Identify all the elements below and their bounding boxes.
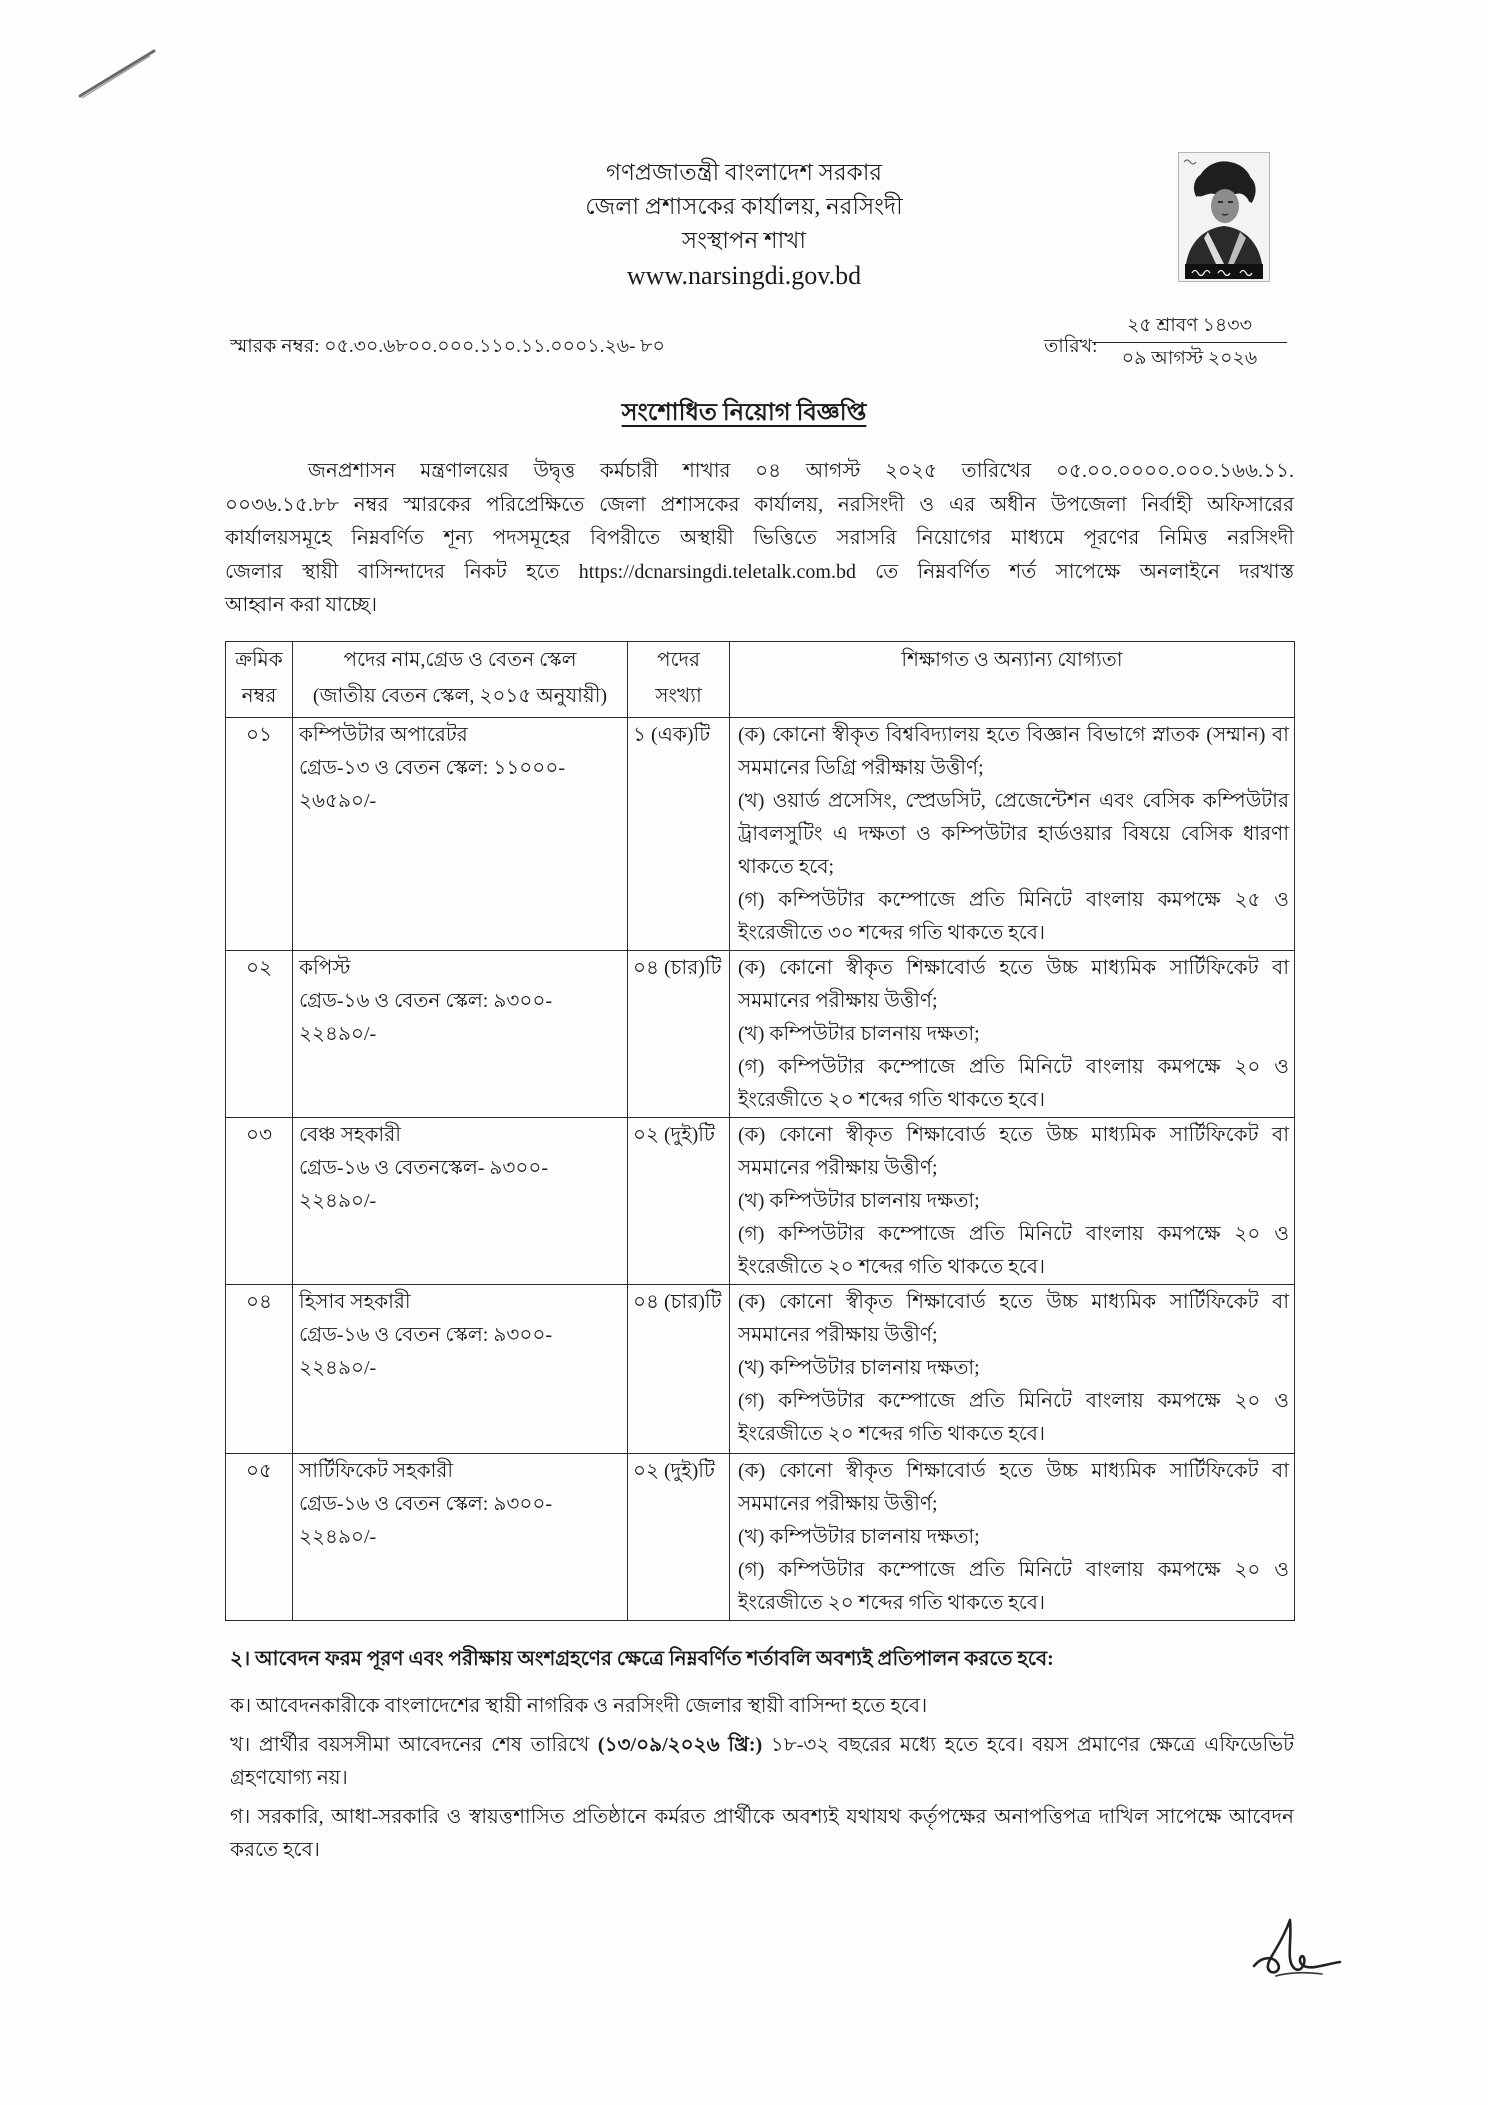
header-qualification: [730, 641, 1295, 717]
letterhead: [444, 156, 1044, 294]
header-count: [628, 641, 730, 717]
post-count: ১ (এক)টি: [633, 723, 711, 746]
table-row: [226, 717, 1295, 950]
qualification-cell: [730, 1117, 1295, 1284]
date-divider: [1092, 342, 1287, 343]
qualification-item: (ক) কোনো স্বীকৃত শিক্ষাবোর্ড হতে উচ্চ মাধ্যমিক সার্টিফিকেট বা সমমানের পরীক্ষায় উত্তীর্ণ;: [738, 1290, 1289, 1346]
post-grade-line: গ্রেড-১৬ ও বেতন স্কেল: ৯৩০০-: [299, 1492, 552, 1515]
post-grade-line: ২২৪৯০/-: [299, 1189, 377, 1212]
serial-number: ০১: [246, 723, 272, 746]
post-count: ০৪ (চার)টি: [633, 1290, 722, 1313]
post-cell: [293, 1117, 628, 1284]
header-post: [293, 641, 628, 717]
table-row: [226, 1284, 1295, 1453]
intro-line: কার্যালয়সমূহে নিম্নবর্ণিত শূন্য পদসমূহের বিপরীতে অস্থায়ী ভিত্তিতে সরাসরি নিয়োগের মাধ্যমে পূরণের নিমিত্ত নরসিংদী: [225, 527, 1294, 549]
deadline-date: (১৩/০৯/২০২৬ খ্রি:): [597, 1733, 763, 1756]
condition-item: গ। সরকারি, আধা-সরকারি ও স্বায়ত্তশাসিত প্রতিষ্ঠানে কর্মরত প্রার্থীকে অবশ্যই যথাযথ কর্তৃপক্ষের অনাপত্তিপত্র দাখিল সাপেক্ষে আবেদন করতে হবে।: [230, 1805, 1294, 1861]
office-name: জেলা প্রশাসকের কার্যালয়, নরসিংদী: [585, 194, 903, 219]
conditions-heading: ২। আবেদন ফরম পূরণ এবং পরীক্ষায় অংশগ্রহণের ক্ষেত্রে নিম্নবর্ণিত শর্তাবলি অবশ্যই প্রতিপালন করতে হবে:: [230, 1647, 1054, 1670]
post-grade-line: ২৬৫৯০/-: [299, 789, 377, 812]
serial-cell: [226, 1117, 293, 1284]
qualification-item: (গ) কম্পিউটার কম্পোজে প্রতি মিনিটে বাংলায় কমপক্ষে ২০ ও ইংরেজীতে ২০ শব্দের গতি থাকতে হবে।: [738, 1389, 1289, 1445]
header-serial-line: ক্রমিক: [235, 648, 283, 671]
qualification-item: (ক) কোনো স্বীকৃত বিশ্ববিদ্যালয় হতে বিজ্ঞান বিভাগে স্নাতক (সম্মান) বা সমমানের ডিগ্রি পরীক্ষায় উত্তীর্ণ;: [738, 723, 1289, 779]
post-name: সার্টিফিকেট সহকারী: [299, 1459, 454, 1482]
date-label: তারিখ:: [1044, 336, 1098, 357]
qualification-item: (গ) কম্পিউটার কম্পোজে প্রতি মিনিটে বাংলায় কমপক্ষে ২৫ ও ইংরেজীতে ৩০ শব্দের গতি থাকতে হবে।: [738, 888, 1289, 944]
count-cell: [628, 717, 730, 950]
qualification-item: (খ) কম্পিউটার চালনায় দক্ষতা;: [738, 1356, 980, 1379]
website: www.narsingdi.gov.bd: [626, 261, 862, 290]
header-count-line: সংখ্যা: [655, 684, 702, 707]
notice-title: সংশোধিত নিয়োগ বিজ্ঞপ্তি: [621, 400, 867, 426]
header-serial: [226, 641, 293, 717]
qualification-cell: [730, 717, 1295, 950]
signature-icon: [1246, 1906, 1346, 1988]
post-grade-line: ২২৪৯০/-: [299, 1356, 377, 1379]
post-name: হিসাব সহকারী: [299, 1290, 411, 1313]
post-name: বেঞ্চ সহকারী: [299, 1123, 401, 1146]
serial-number: ০৩: [245, 1123, 272, 1146]
post-grade-line: ২২৪৯০/-: [299, 1022, 377, 1045]
post-cell: [293, 1284, 628, 1453]
header-count-line: পদের: [656, 648, 701, 671]
qualification-cell: [730, 1453, 1295, 1620]
count-cell: [628, 950, 730, 1117]
qualification-item: (খ) কম্পিউটার চালনায় দক্ষতা;: [738, 1189, 980, 1212]
table-header-row: [226, 641, 1295, 717]
condition-item: ক। আবেদনকারীকে বাংলাদেশের স্থায়ী নাগরিক ও নরসিংদী জেলার স্থায়ী বাসিন্দা হতে হবে।: [230, 1694, 928, 1717]
qualification-item: (ক) কোনো স্বীকৃত শিক্ষাবোর্ড হতে উচ্চ মাধ্যমিক সার্টিফিকেট বা সমমানের পরীক্ষায় উত্তীর্ণ;: [738, 1459, 1289, 1515]
post-count: ০২ (দুই)টি: [633, 1459, 715, 1482]
qualification-item: (গ) কম্পিউটার কম্পোজে প্রতি মিনিটে বাংলায় কমপক্ষে ২০ ও ইংরেজীতে ২০ শব্দের গতি থাকতে হবে।: [738, 1055, 1289, 1111]
date-gregorian: ০৯ আগস্ট ২০২৬: [1121, 348, 1258, 369]
branch-name: সংস্থাপন শাখা: [681, 228, 807, 253]
post-grade-line: গ্রেড-১৬ ও বেতন স্কেল: ৯৩০০-: [299, 989, 552, 1012]
header-post-line: পদের নাম,গ্রেড ও বেতন স্কেল: [343, 648, 577, 671]
date-bangla: ২৫ শ্রাবণ ১৪৩৩: [1127, 315, 1252, 336]
post-name: কপিস্ট: [299, 956, 351, 979]
header-serial-line: নম্বর: [241, 684, 277, 707]
intro-line: আহ্বান করা যাচ্ছে।: [225, 594, 377, 616]
post-grade-line: গ্রেড-১৬ ও বেতন স্কেল: ৯৩০০-: [299, 1323, 552, 1346]
serial-number: ০৪: [246, 1290, 272, 1313]
qualification-item: (খ) ওয়ার্ড প্রসেসিং, স্প্রেডসিট, প্রেজেন্টেশন এবং বেসিক কম্পিউটার ট্রাবলসুটিং এ দক্ষতা ও কম্পিউটার হার্ডওয়ার বিষয়ে বেসিক ধারণা থাকতে হবে;: [738, 789, 1289, 878]
portrait-emblem-icon: [1178, 152, 1270, 282]
intro-line: ০০৩৬.১৫.৮৮ নম্বর স্মারকের পরিপ্রেক্ষিতে জেলা প্রশাসকের কার্যালয়, নরসিংদী ও এর অধীন উপজেলা নির্বাহী অফিসারের: [225, 493, 1294, 516]
intro-paragraph: [225, 455, 1294, 623]
header-post-line: (জাতীয় বেতন স্কেল, ২০১৫ অনুযায়ী): [312, 684, 608, 707]
post-name: কম্পিউটার অপারেটর: [299, 723, 468, 746]
qualification-item: (গ) কম্পিউটার কম্পোজে প্রতি মিনিটে বাংলায় কমপক্ষে ২০ ও ইংরেজীতে ২০ শব্দের গতি থাকতে হবে।: [738, 1558, 1289, 1614]
table-row: [226, 1453, 1295, 1620]
table-row: [226, 1117, 1295, 1284]
intro-line: জেলার স্থায়ী বাসিন্দাদের নিকট হতে https://dcnarsingdi.teletalk.com.bd তে নিম্নবর্ণিত শর্ত সাপেক্ষে অনলাইনে দরখাস্ত: [225, 560, 1294, 583]
serial-cell: [226, 1284, 293, 1453]
post-cell: [293, 717, 628, 950]
post-count: ০২ (দুই)টি: [633, 1123, 715, 1146]
post-cell: [293, 1453, 628, 1620]
serial-number: ০২: [245, 956, 272, 979]
post-grade-line: গ্রেড-১৩ ও বেতন স্কেল: ১১০০০-: [299, 756, 565, 779]
count-cell: [628, 1284, 730, 1453]
count-cell: [628, 1117, 730, 1284]
government-name: গণপ্রজাতন্ত্রী বাংলাদেশ সরকার: [605, 160, 883, 185]
conditions-section: [225, 1643, 1294, 1867]
memo-reference-number: স্মারক নম্বর: ০৫.৩০.৬৮০০.০০০.১১০.১১.০০০১.২৬- ৮০: [230, 336, 665, 357]
qualification-item: (গ) কম্পিউটার কম্পোজে প্রতি মিনিটে বাংলায় কমপক্ষে ২০ ও ইংরেজীতে ২০ শব্দের গতি থাকতে হবে।: [738, 1222, 1289, 1278]
post-grade-line: গ্রেড-১৬ ও বেতনস্কেল- ৯৩০০-: [299, 1156, 549, 1179]
qualification-cell: [730, 950, 1295, 1117]
intro-line: জনপ্রশাসন মন্ত্রণালয়ের উদ্বৃত্ত কর্মচারী শাখার ০৪ আগস্ট ২০২৫ তারিখের ০৫.০০.০০০০.০০০.১৬৬.১১.: [308, 460, 1294, 482]
pen-stroke-icon: [70, 40, 170, 110]
qualification-item: (খ) কম্পিউটার চালনায় দক্ষতা;: [738, 1022, 980, 1045]
serial-cell: [226, 717, 293, 950]
serial-cell: [226, 1453, 293, 1620]
notice-body: [225, 455, 1294, 1873]
post-grade-line: ২২৪৯০/-: [299, 1525, 377, 1548]
qualification-cell: [730, 1284, 1295, 1453]
post-cell: [293, 950, 628, 1117]
table-row: [226, 950, 1295, 1117]
qualification-item: (খ) কম্পিউটার চালনায় দক্ষতা;: [738, 1525, 980, 1548]
vacancy-table: [225, 641, 1295, 1621]
condition-text: খ। প্রার্থীর বয়সসীমা আবেদনের শেষ তারিখে: [230, 1733, 598, 1756]
qualification-item: (ক) কোনো স্বীকৃত শিক্ষাবোর্ড হতে উচ্চ মাধ্যমিক সার্টিফিকেট বা সমমানের পরীক্ষায় উত্তীর্ণ;: [738, 956, 1289, 1012]
serial-cell: [226, 950, 293, 1117]
condition-item: [230, 1729, 1294, 1795]
post-count: ০৪ (চার)টি: [633, 956, 722, 979]
condition-text: ১৮-৩২ বছরের মধ্যে হতে হবে। বয়স প্রমাণের ক্ষেত্রে এফিডেভিট গ্রহণযোগ্য নয়।: [230, 1733, 1294, 1789]
count-cell: [628, 1453, 730, 1620]
serial-number: ০৫: [246, 1459, 272, 1482]
qualification-item: (ক) কোনো স্বীকৃত শিক্ষাবোর্ড হতে উচ্চ মাধ্যমিক সার্টিফিকেট বা সমমানের পরীক্ষায় উত্তীর্ণ;: [738, 1123, 1289, 1179]
header-qualification-line: শিক্ষাগত ও অন্যান্য যোগ্যতা: [901, 648, 1123, 671]
